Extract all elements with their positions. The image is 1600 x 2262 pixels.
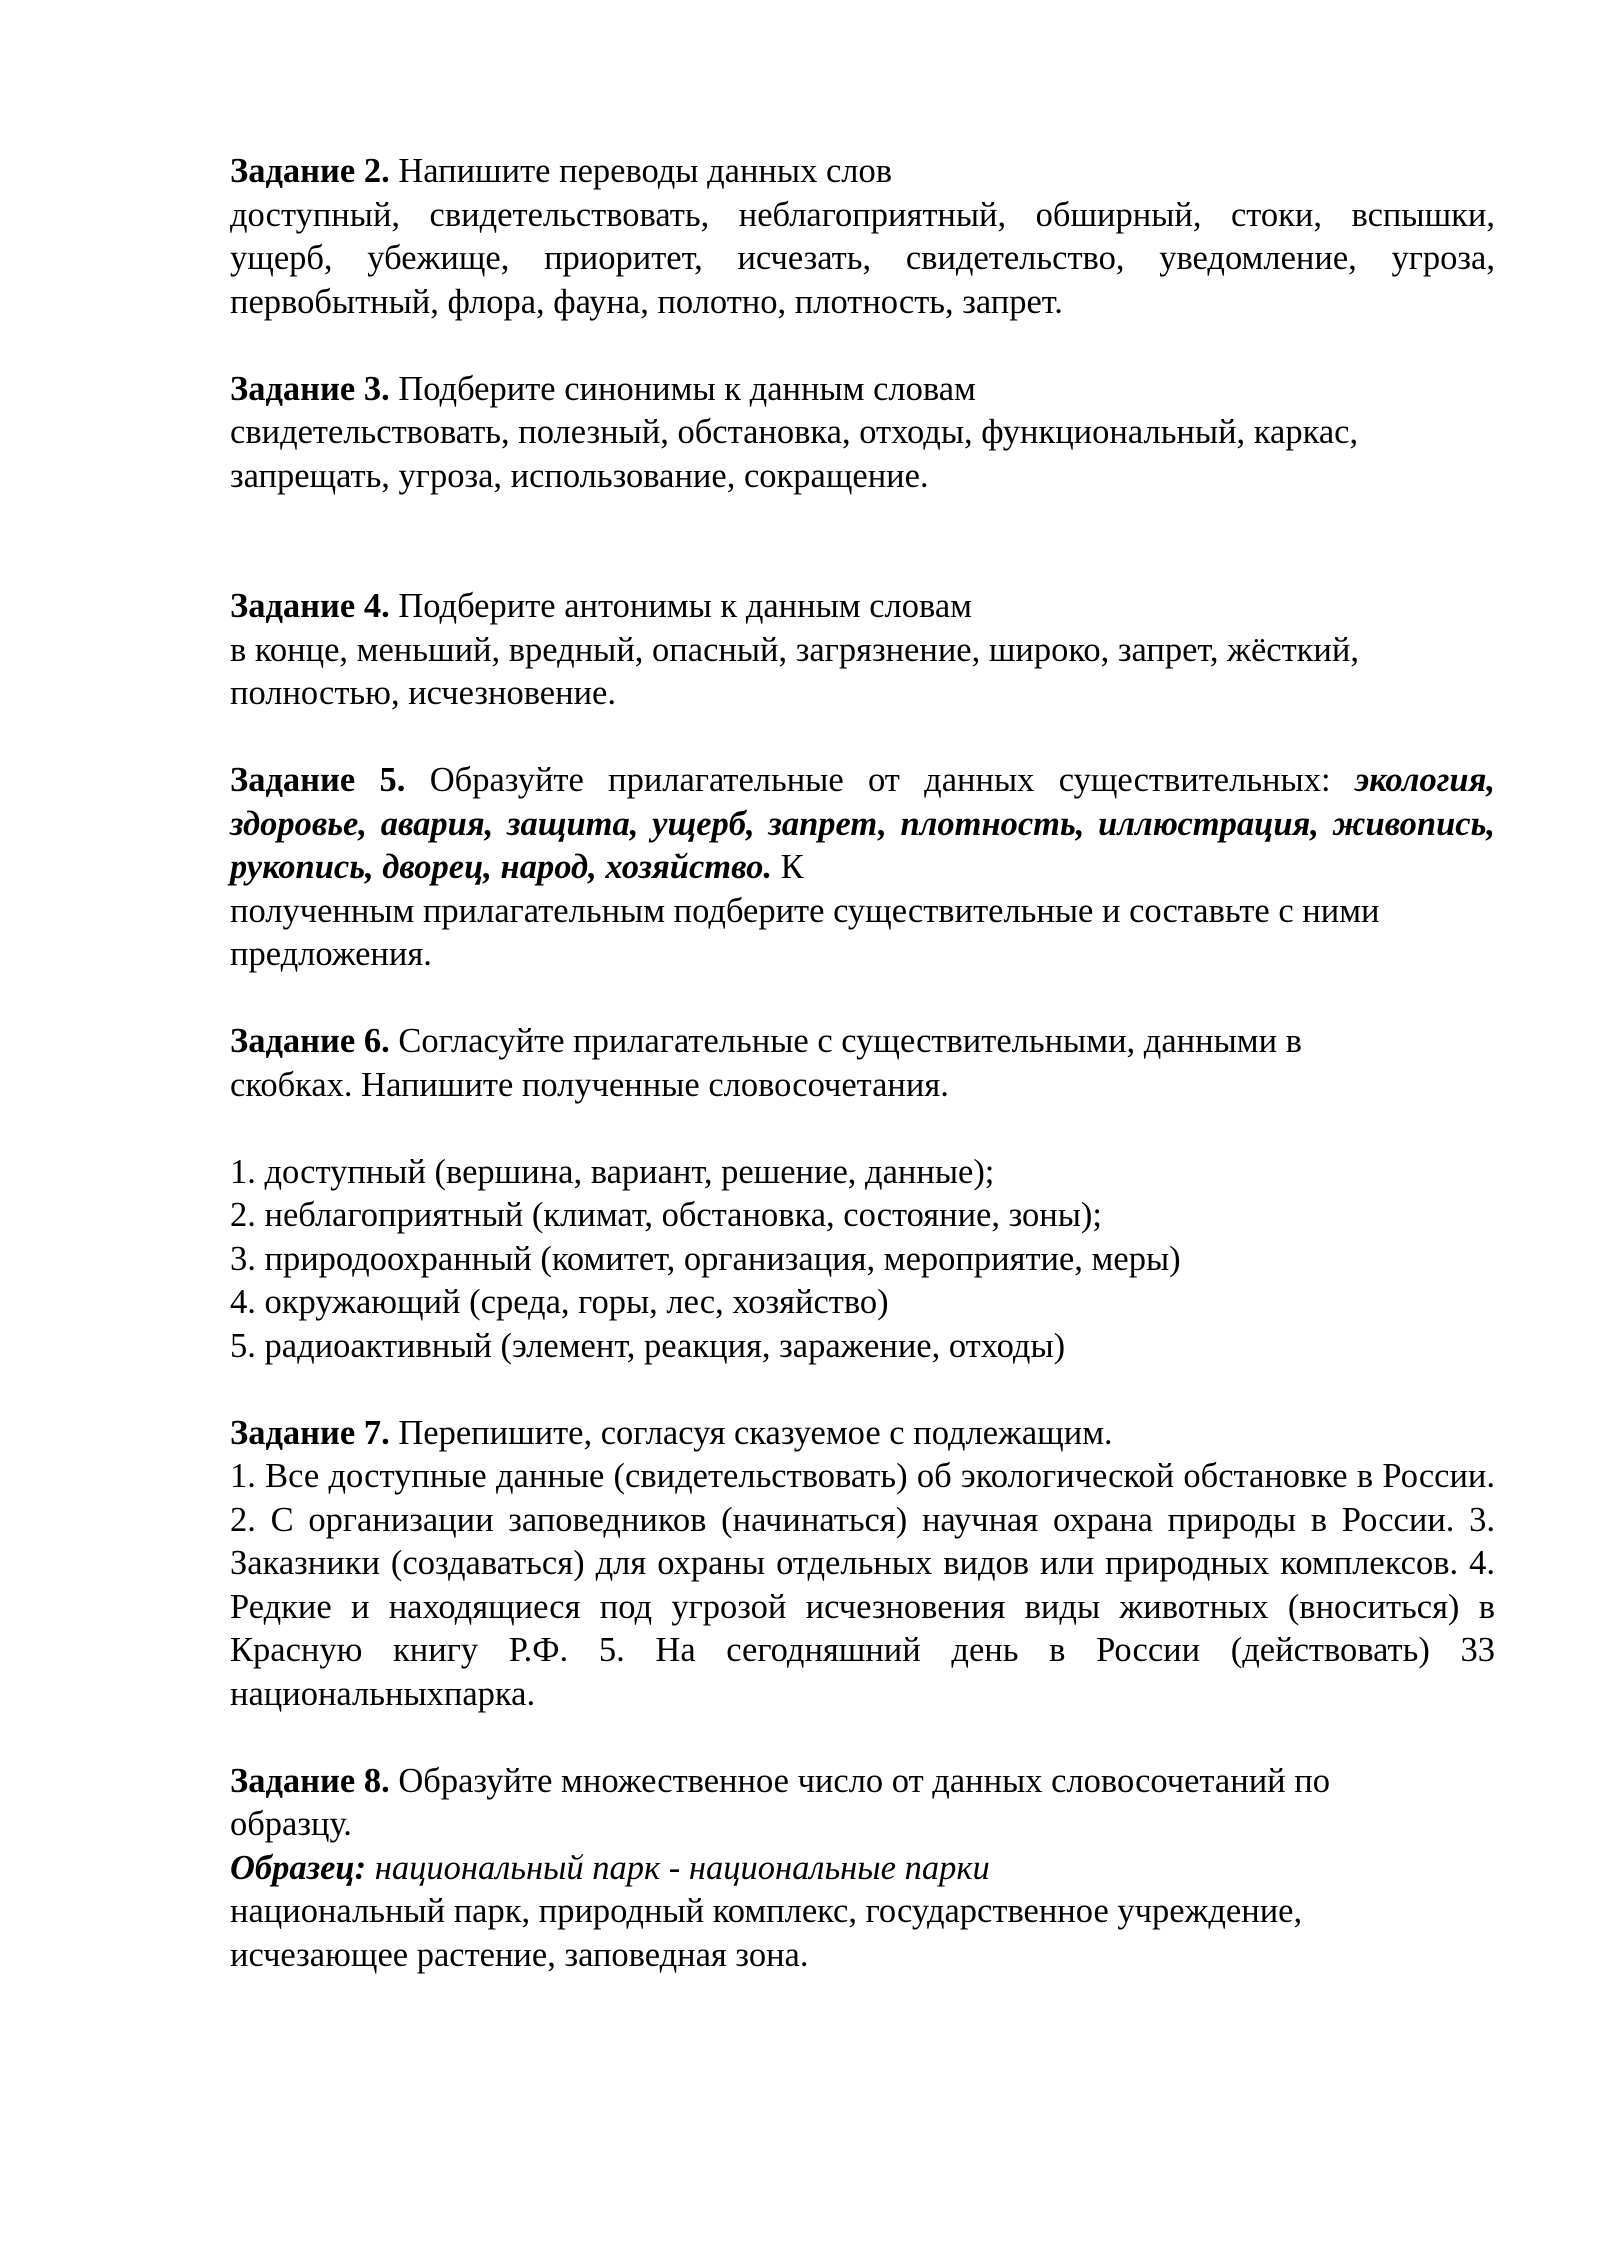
task-7	[230, 1412, 1495, 1717]
task-7-heading	[230, 1412, 1495, 1456]
task-4-line-1: в конце, меньший, вредный, опасный, загрязнение, широко, запрет, жёсткий,	[230, 630, 1359, 669]
task-5-label: Задание 5.	[230, 761, 406, 799]
task-5-paragraph	[230, 759, 1495, 890]
list-item: 5. радиоактивный (элемент, реакция, заражение, отходы)	[230, 1326, 1066, 1365]
task-2-word-list: доступный, свидетельствовать, неблагоприятный, обширный, стоки, вспышки, ущерб, убежище, приоритет, исчезать, свидетельство, уведомление, угроза, первобытный, флора, фауна, полотно, плотность, запрет.	[230, 195, 1495, 321]
task-8-sample-label: Образец:	[230, 1848, 367, 1887]
task-4	[230, 585, 1495, 716]
task-5-tail-1: К	[771, 848, 804, 886]
task-2-heading	[230, 150, 1495, 194]
list-item: 1. доступный (вершина, вариант, решение, данные);	[230, 1152, 995, 1191]
task-6	[230, 1020, 1495, 1368]
task-5-tail-3: предложения.	[230, 935, 432, 973]
task-2	[230, 150, 1495, 324]
list-item: 2. неблагоприятный (климат, обстановка, состояние, зоны);	[230, 1196, 1103, 1234]
task-4-heading	[230, 585, 1495, 629]
task-8-heading	[230, 1760, 1495, 1804]
task-2-instruction: Напишите переводы данных слов	[389, 152, 893, 190]
task-5	[230, 759, 1495, 977]
task-4-instruction: Подберите антонимы к данным словам	[389, 587, 973, 625]
task-8-instruction-2: образцу.	[230, 1805, 352, 1843]
document-page	[230, 150, 1495, 1977]
task-3-label: Задание 3.	[230, 369, 390, 408]
task-6-instruction: Согласуйте прилагательные с существительными, данными в	[389, 1022, 1302, 1060]
task-3-line-2: запрещать, угроза, использование, сокращение.	[230, 456, 929, 495]
task-2-label: Задание 2.	[230, 152, 390, 190]
task-4-label: Задание 4.	[230, 587, 390, 625]
task-5-tail-2: полученным прилагательным подберите существительные и составьте с ними	[230, 891, 1380, 930]
task-6-list	[230, 1151, 1495, 1369]
task-7-body: 1. Все доступные данные (свидетельствовать) об экологической обстановке в России. 2. С организации заповедников (начинаться) научная охрана природы в России. 3. Заказники (создаваться) для охраны отдельных видов или природных комплексов. 4. Редкие и находящиеся под угрозой исчезновения виды животных (вноситься) в Красную книгу Р.Ф. 5. На сегодняшний день в России (действовать) 33 национальныхпарка.	[230, 1457, 1495, 1713]
task-3	[230, 368, 1495, 499]
task-5-word-list: экология, здоровье, авария, защита, ущерб, запрет, плотность, иллюстрация, живопись, рукопись, дворец, народ, хозяйство.	[230, 761, 1496, 886]
task-8-sample	[230, 1847, 1495, 1891]
task-8-label: Задание 8.	[230, 1761, 390, 1800]
task-8-line-1: национальный парк, природный комплекс, государственное учреждение,	[230, 1892, 1303, 1930]
task-3-instruction: Подберите синонимы к данным словам	[389, 369, 976, 408]
task-8-instruction: Образуйте множественное число от данных словосочетаний по	[389, 1761, 1330, 1800]
task-8-line-2: исчезающее растение, заповедная зона.	[230, 1935, 809, 1974]
task-5-instruction: Образуйте прилагательные от данных существительных:	[405, 761, 1355, 799]
task-7-instruction: Перепишите, согласуя сказуемое с подлежащим.	[389, 1413, 1113, 1452]
task-3-line-1: свидетельствовать, полезный, обстановка, отходы, функциональный, каркас,	[230, 413, 1359, 451]
task-7-label: Задание 7.	[230, 1413, 390, 1452]
list-item: 3. природоохранный (комитет, организация, мероприятие, меры)	[230, 1239, 1181, 1278]
task-8	[230, 1760, 1495, 1978]
task-6-label: Задание 6.	[230, 1022, 390, 1060]
task-4-line-2: полностью, исчезновение.	[230, 674, 616, 712]
task-8-sample-text: национальный парк - национальные парки	[366, 1848, 990, 1887]
task-6-heading	[230, 1020, 1495, 1064]
list-item: 4. окружающий (среда, горы, лес, хозяйство)	[230, 1283, 889, 1321]
task-6-instruction-2: скобках. Напишите полученные словосочетания.	[230, 1065, 949, 1104]
task-3-heading	[230, 368, 1495, 412]
